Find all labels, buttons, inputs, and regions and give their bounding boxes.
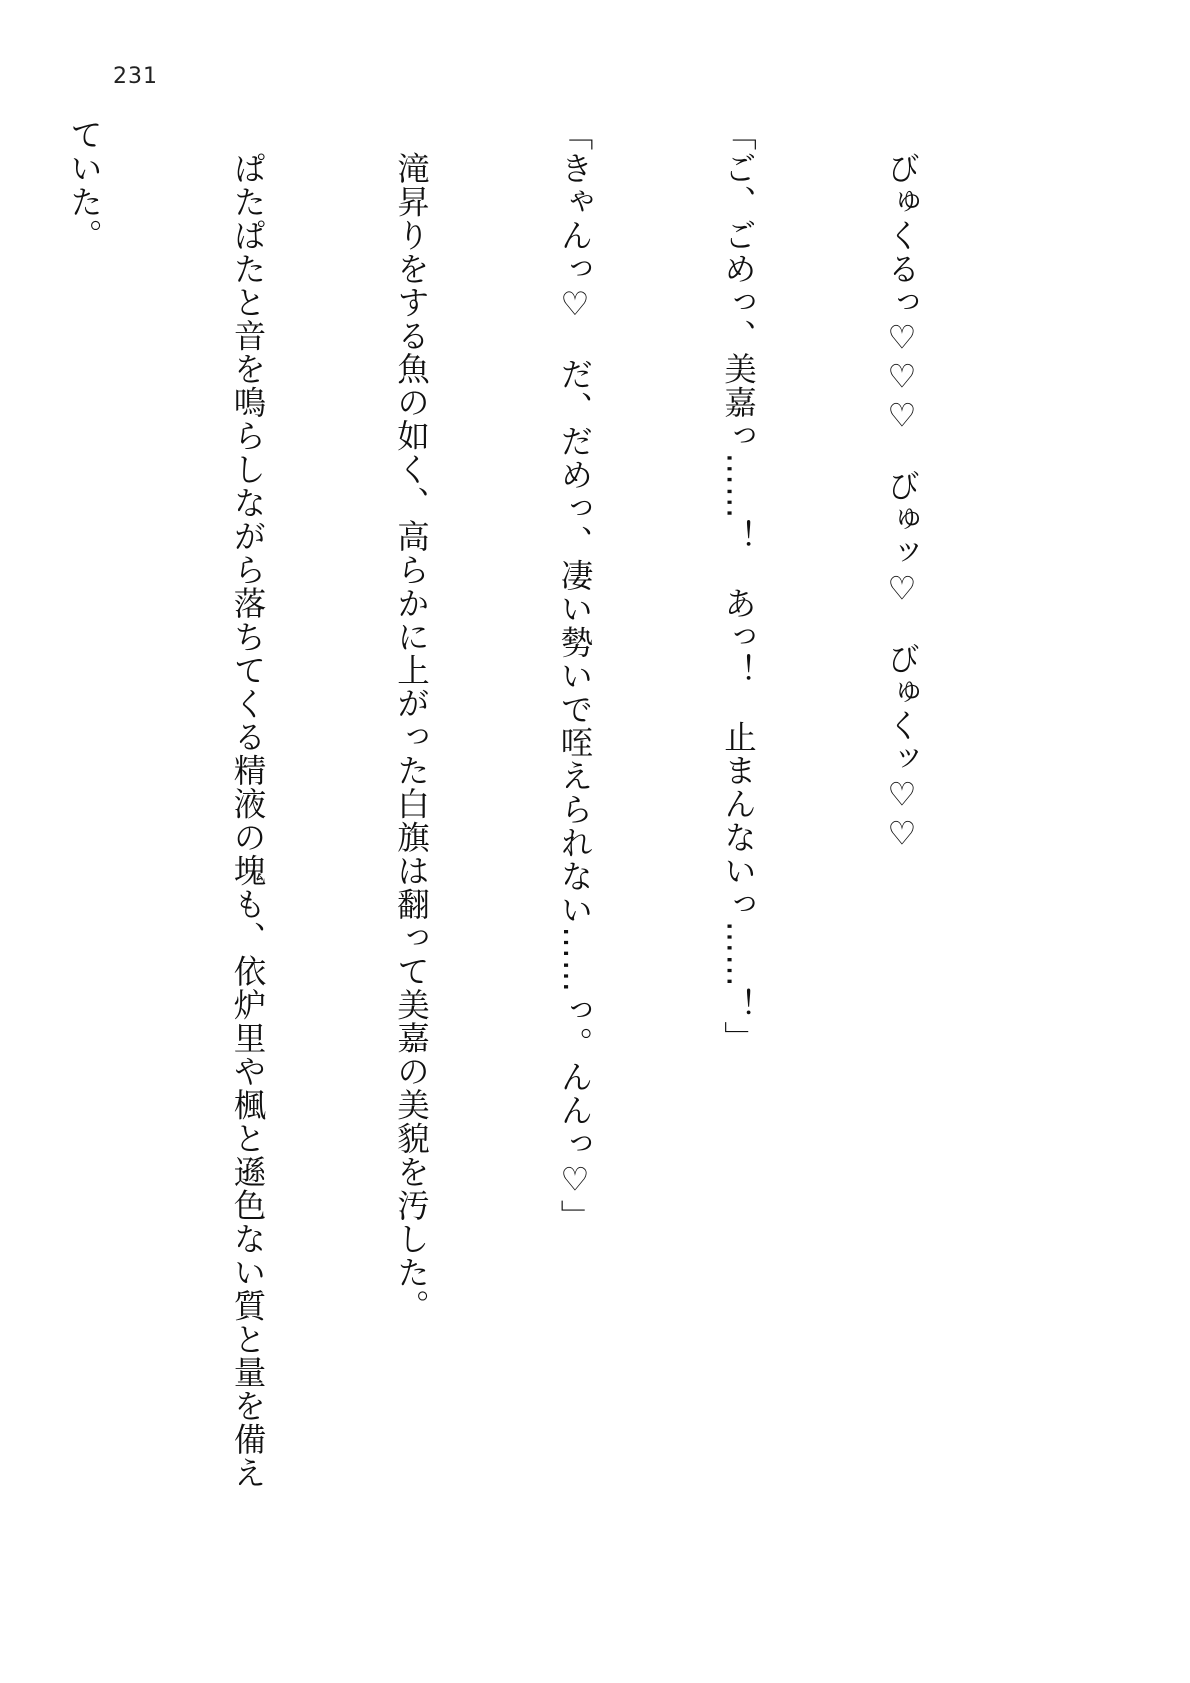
text-line: びゅくるっ♡♡♡ びゅッ♡ びゅくッ♡♡ bbox=[883, 118, 921, 854]
vertical-text-block bbox=[0, 118, 1038, 1618]
text-line: 滝昇りをする魚の如く、高らかに上がった白旗は翻って美嘉の美貌を汚した。 bbox=[392, 118, 431, 1323]
page-number: 231 bbox=[113, 64, 158, 89]
text-line: ていた。 bbox=[65, 118, 104, 252]
text-line: 「ご、ごめっ、美嘉っ……！ あっ！ 止まんないっ……！」 bbox=[719, 118, 758, 1055]
text-line: ぱたぱたと音を鳴らしながら落ちてくる精液の塊も、依炉里や楓と遜色ない質と量を備え bbox=[229, 118, 267, 1490]
text-line: 「きゃんっ♡ だ、だめっ、凄い勢いで咥えられない……っ。んんっ♡」 bbox=[556, 118, 594, 1233]
